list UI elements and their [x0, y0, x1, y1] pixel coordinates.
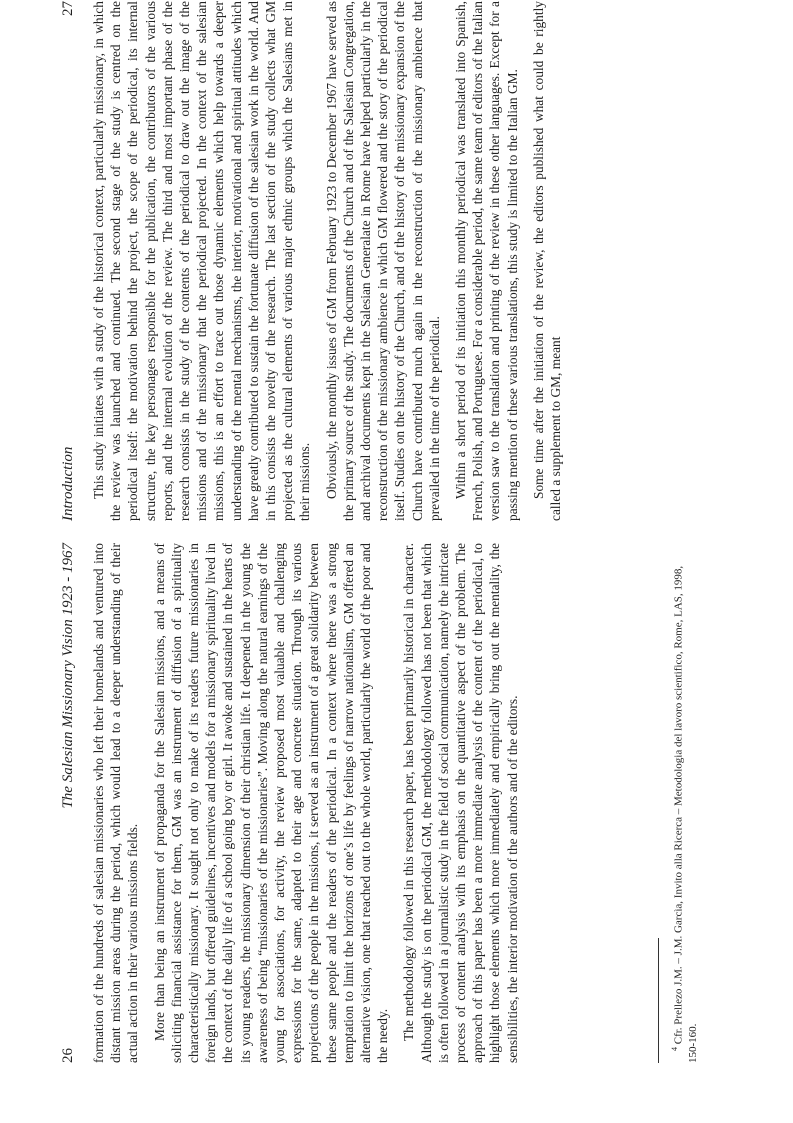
running-title: The Salesian Missionary Vision 1923 - 1967 [60, 543, 76, 809]
footnote [668, 543, 700, 1063]
footnote-text: Cfr. Prellezo J.M. – J.M. Garcìa, Invito alla Ricerca – Metodologia del lavoro scientifico, Rome, LAS, 1998, 150-160. [672, 565, 699, 1063]
paragraph: Some time after the initiation of the review, the editors published what could be rightly called a supplement to GM, meant [530, 1, 564, 521]
paragraph: This study initiates with a study of the historical context, particularly missionary, in which the review was launched and continued. The second stage of the study is centred on the periodical itself: the motivation behind the project, the scope of the periodical, its internal structure, the key personages responsible for the publication, the contributors of the various reports, and the internal evolution of the review. The third and most important phase of the research consists in the study of the contents of the periodical to draw out the image of the missions and of the missionary that the periodical projected. In the context of the salesian missions, this is an effort to trace out those dynamic elements which help towards a deeper understanding of the mental mechanisms, the interior, motivational and spiritual attitudes which have greatly contributed to sustain the fortunate diffusion of the salesian work in the world. And in this consists the novelty of the research. The last section of the study collects what GM projected as the cultural elements of various major ethnic groups which the Salesians met in their missions. [91, 1, 313, 521]
page-body [90, 543, 521, 1063]
footnote-divider [658, 938, 659, 1063]
page-header [60, 543, 80, 1063]
paragraph: formation of the hundreds of salesian missionaries who left their homelands and ventured into distant mission areas during the period, which would lead to a deeper understanding of their actual action in their various missions fields. [91, 543, 141, 1063]
paragraph: Obviously, the monthly issues of GM from February 1923 to December 1967 have served as the primary source of the study. The documents of the Church and of the Salesian Congregation, and archival documents kept in the Salesian Generalate in Rome have helped particularly in the reconstruction of the missionary ambience in which GM flowered and the story of the periodical itself. Studies on the history of the Church, and of the history of the missionary expansion of the Church have contributed much again in the reconstruction of the missionary ambience that prevailed in the time of the periodical. [323, 1, 442, 521]
right-page [60, 1, 746, 521]
paragraph-rest: primarily historical in character. Although the study is on the periodical GM, the methodology followed has not been that which is often followed in a journalistic study in the field of social communication, namely the intricate process of content analysis with its emphasis on the quantitative aspect of the problem. The approach of this paper has been a more immediate analysis of the content of the periodical, to highlight those elements which more immediately and empirically bring out the mentality, the sensibilities, the interior motivation of the authors and of the editors. [401, 543, 520, 1063]
left-page [60, 543, 746, 1063]
paragraph: Within a short period of its initiation this monthly periodical was translated into Spanish, French, Polish, and Portuguese. For a considerable period, the same team of editors of the Italian version saw to the translation and printing of the review in these other languages. Except for a passing mention of these various translations, this study is limited to the Italian GM. [453, 1, 520, 521]
page-body [90, 1, 564, 521]
running-title: Introduction [60, 446, 76, 521]
page-number: 27 [60, 1, 76, 16]
paragraph [400, 543, 520, 1063]
page-header [60, 1, 80, 521]
paragraph: More than being an instrument of propaganda for the Salesian missions, and a means of soliciting financial assistance for them, GM was an instrument of diffusion of a spirituality characteristically missionary. It sought not only to make of its readers future missionaries in foreign lands, but offered guidelines, incentives and models for a missionary spirituality lived in the context of the daily life of a school going boy or girl. It awoke and sustained in the hearts of its young readers, the missionary dimension of their christian life. It deepened in the young the awareness of being “missionaries of the missionaries”. Moving along the natural earnings of the young for associations, for activity, the review proposed most valuable and challenging expressions for the same, adapted to their age and concrete situation. Through its various projections of the people in the missions, it served as an instrument of a great solidarity between these same people and the readers of the periodical. In a context where there was a strong temptation to limit the horizons of one’s life by feelings of narrow nationalism, GM offered an alternative vision, one that reached out to the whole world, particularly the world of the poor and the needy. [151, 543, 391, 1063]
paragraph-lead: The methodology followed in this research paper, has been [401, 720, 417, 1041]
page-number: 26 [60, 1048, 76, 1063]
footnote-marker: 4 [670, 1047, 679, 1051]
